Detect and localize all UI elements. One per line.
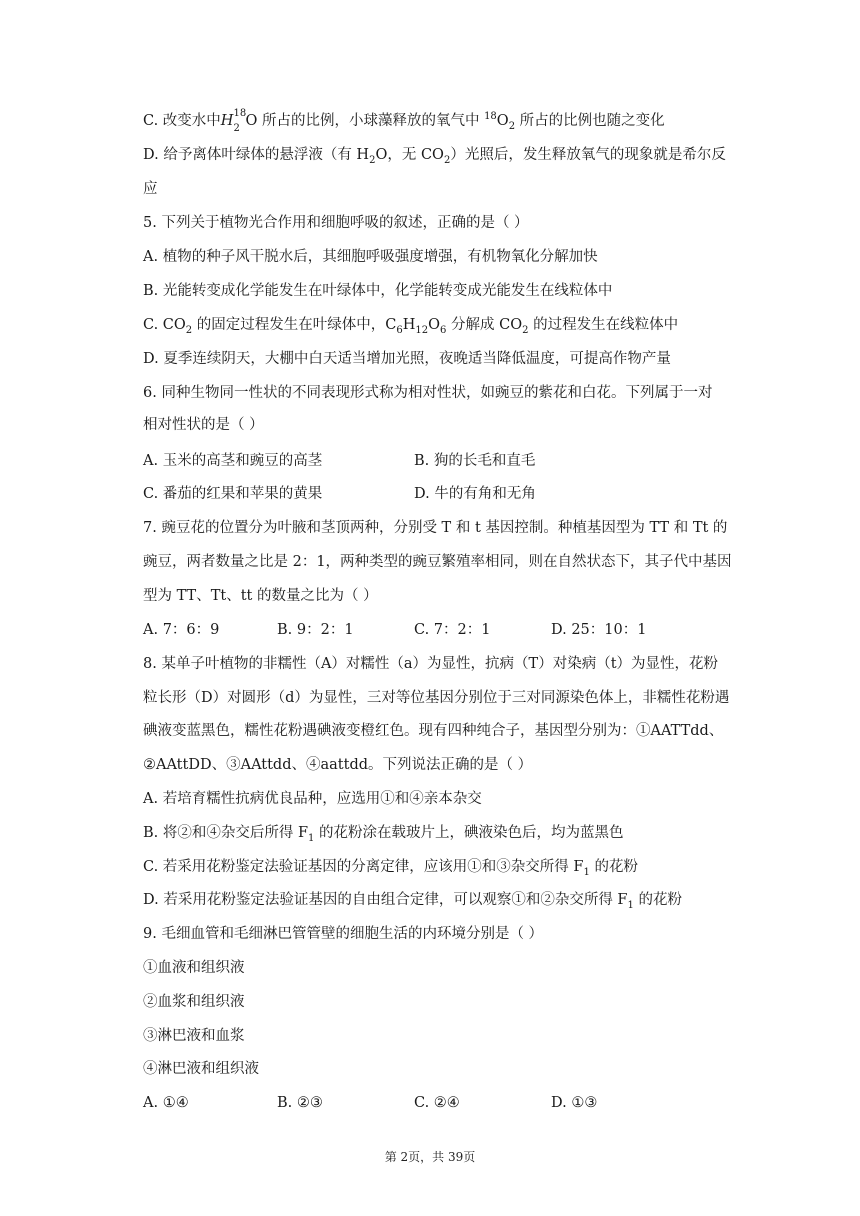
q8-option-c: C. 若采用花粉鉴定法验证基因的分离定律，应该用①和③杂交所得 $F_1$ 的花粉	[143, 859, 638, 878]
question-8-cont-2: 碘液变蓝黑色，糯性花粉遇碘液变橙红色。现有四种纯合子，基因型分别为：①AATTdd、	[143, 723, 724, 739]
q6-option-d: D. 牛的有角和无角	[414, 486, 536, 502]
question-9: 9. 毛细血管和毛细淋巴管管壁的细胞生活的内环境分别是（ ）	[143, 926, 544, 942]
question-8-cont-1: 粒长形（D）对圆形（d）为显性，三对等位基因分别位于三对同源染色体上，非糯性花粉遇	[143, 690, 730, 706]
q7-option-a: A. 7：6：9	[143, 622, 220, 638]
q9-option-b: B. ②③	[277, 1095, 323, 1111]
q8-option-b: B. 将②和④杂交后所得 $F_1$ 的花粉涂在载玻片上，碘液染色后，均为蓝黑色	[143, 825, 624, 844]
q6-options-row-2	[143, 484, 763, 504]
question-6: 6. 同种生物同一性状的不同表现形式称为相对性状，如豌豆的紫花和白花。下列属于一对	[143, 385, 713, 401]
page-footer: 第 2页，共 39页	[384, 1150, 476, 1164]
question-7: 7. 豌豆花的位置分为叶腋和茎顶两种，分别受 T 和 t 基因控制。种植基因型为 TT 和 Tt 的	[143, 520, 728, 536]
q9-item-3: ③淋巴液和血浆	[143, 1028, 245, 1044]
question-5: 5. 下列关于植物光合作用和细胞呼吸的叙述，正确的是（ ）	[143, 215, 529, 231]
q9-options	[143, 1093, 763, 1113]
q4-option-c: C. 改变水中H 18 2 O 所占的比例，小球藻释放的氧气中 $^{18}O_2$ 所占的比例也随之变化	[143, 108, 665, 134]
question-6-cont: 相对性状的是（ ）	[143, 417, 264, 433]
question-8-cont-3: ②AAttDD、③AAttdd、④aattdd。下列说法正确的是（ ）	[143, 757, 533, 773]
q9-option-d: D. ①③	[551, 1095, 598, 1111]
q7-option-c: C. 7：2：1	[414, 622, 491, 638]
q9-item-2: ②血浆和组织液	[143, 994, 245, 1010]
q9-item-1: ①血液和组织液	[143, 960, 245, 976]
q8-option-d: D. 若采用花粉鉴定法验证基因的自由组合定律，可以观察①和②杂交所得 $F_1$ 的花粉	[143, 892, 682, 911]
question-7-cont-1: 豌豆，两者数量之比是 2：1，两种类型的豌豆繁殖率相同，则在自然状态下，其子代中基因	[143, 554, 732, 570]
q4-option-d-cont: 应	[143, 181, 158, 197]
q8-option-a: A. 若培育糯性抗病优良品种，应选用①和④亲本杂交	[143, 791, 482, 807]
q4-option-d: D. 给予离体叶绿体的悬浮液（有 $H_2O$，无 $CO_2$）光照后，发生释放氧气的现象就是希尔反	[143, 147, 726, 166]
q5-option-c: C. $CO_2$ 的固定过程发生在叶绿体中，$C_6H_{12}O_6$ 分解成 $CO_2$ 的过程发生在线粒体中	[143, 317, 679, 336]
question-8: 8. 某单子叶植物的非糯性（A）对糯性（a）为显性，抗病（T）对染病（t）为显性，花粉	[143, 656, 719, 672]
question-7-cont-2: 型为 TT、Tt、tt 的数量之比为（ ）	[143, 588, 378, 604]
q9-option-a: A. ①④	[143, 1095, 189, 1111]
q6-options-row-1	[143, 451, 763, 471]
q6-option-a: A. 玉米的高茎和豌豆的高茎	[143, 453, 323, 469]
q6-option-c: C. 番茄的红果和苹果的黄果	[143, 486, 323, 502]
q7-option-b: B. 9：2：1	[277, 622, 354, 638]
q5-option-b: B. 光能转变成化学能发生在叶绿体中，化学能转变成光能发生在线粒体中	[143, 283, 613, 299]
q5-option-d: D. 夏季连续阴天，大棚中白天适当增加光照，夜晚适当降低温度，可提高作物产量	[143, 351, 671, 367]
q7-option-d: D. 25：10：1	[551, 622, 647, 638]
q7-options	[143, 620, 763, 640]
q9-option-c: C. ②④	[414, 1095, 460, 1111]
q5-option-a: A. 植物的种子风干脱水后，其细胞呼吸强度增强，有机物氧化分解加快	[143, 249, 598, 265]
q9-item-4: ④淋巴液和组织液	[143, 1061, 259, 1077]
q6-option-b: B. 狗的长毛和直毛	[414, 453, 536, 469]
